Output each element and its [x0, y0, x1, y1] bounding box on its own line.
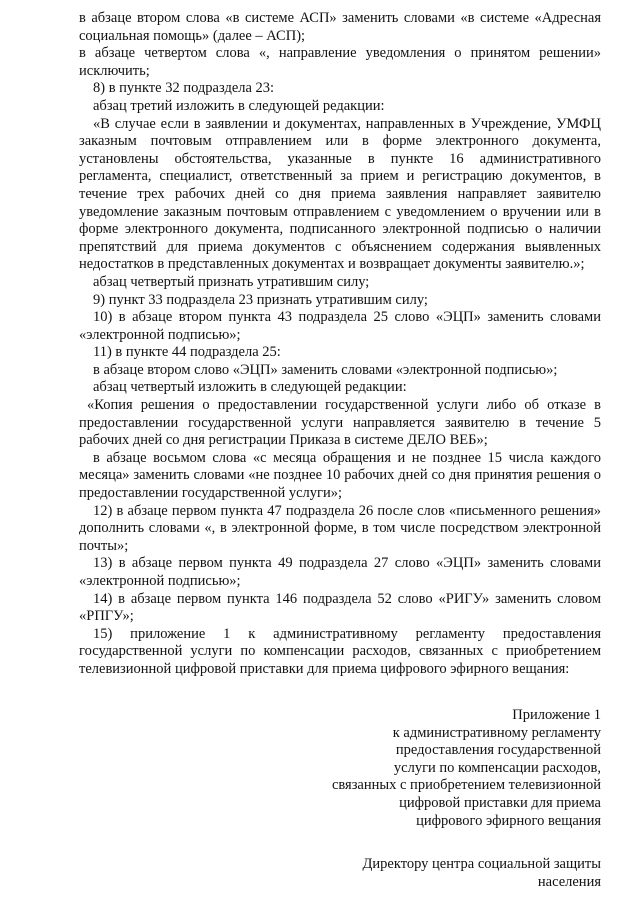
- paragraph-12: «Копия решения о предоставлении государственной услуги либо об отказе в предоставлении государственной услуги направляется заявителю в течение 5 рабочих дней со дня регистрации Приказа в системе ДЕЛО ВЕБ»;: [79, 397, 601, 449]
- document-body: [79, 10, 601, 679]
- paragraph-5: «В случае если в заявлении и документах, направленных в Учреждение, УМФЦ заказным почтовым отправлением или в форме электронного документа, установлены обстоятельства, указанные в пункте 16 административного регламента, специалист, ответственный за прием и регистрацию документов, в течение трех рабочих дней со дня приема заявления направляет заявителю уведомление заказным почтовым отправлением с уведомлением о вручении или в форме электронного документа, подписанного электронной подписью о наличии препятствий для приема документов с объяснением содержания выявленных недостатков в представленных документах и возвращает документы заявителю.»;: [79, 115, 601, 273]
- spacer: [281, 830, 601, 856]
- paragraph-14: 12) в абзаце первом пункта 47 подраздела 26 после слов «письменного решения» дополнить словами «, в электронной форме, в том числе посредством электронной почты»;: [79, 502, 601, 554]
- paragraph-10: в абзаце втором слово «ЭЦП» заменить словами «электронной подписью»;: [93, 361, 558, 378]
- appendix-line: предоставления государственной: [395, 742, 601, 759]
- appendix-line: цифрового эфирного вещания: [416, 812, 601, 829]
- paragraph-15: 13) в абзаце первом пункта 49 подраздела 27 слово «ЭЦП» заменить словами «электронной подписью»;: [79, 555, 601, 589]
- paragraph-9: 11) в пункте 44 подраздела 25:: [93, 344, 281, 361]
- paragraph-1: в абзаце втором слова «в системе АСП» заменить словами «в системе «Адресная социальная помощь» (далее – АСП);: [79, 10, 601, 44]
- paragraph-7: 9) пункт 33 подраздела 23 признать утратившим силу;: [93, 291, 428, 308]
- appendix-line: цифровой приставки для приема: [399, 794, 601, 811]
- paragraph-16: 14) в абзаце первом пункта 146 подраздела 52 слово «РИГУ» заменить словом «РПГУ»;: [79, 590, 601, 625]
- appendix-line: услуги по компенсации расходов,: [393, 759, 601, 776]
- paragraph-3: 8) в пункте 32 подраздела 23:: [93, 80, 275, 97]
- paragraph-6: абзац четвертый признать утратившим силу;: [93, 273, 370, 290]
- appendix-title: Приложение 1: [512, 707, 601, 723]
- appendix-line: к административному регламенту: [392, 724, 601, 741]
- appendix-line: связанных с приобретением телевизионной: [331, 777, 601, 794]
- addressee-line: Директору центра социальной защиты: [362, 856, 601, 873]
- paragraph-17: 15) приложение 1 к административному регламенту предоставления государственной услуги по компенсации расходов, связанных с приобретением телевизионной цифровой приставки для приема цифрового эфирного вещания:: [79, 625, 601, 677]
- paragraph-4: абзац третий изложить в следующей редакции:: [93, 97, 385, 114]
- addressee-line: населения: [537, 873, 601, 890]
- paragraph-11: абзац четвертый изложить в следующей редакции:: [93, 379, 407, 396]
- paragraph-13: в абзаце восьмом слова «с месяца обращения и не позднее 15 числа каждого месяца» заменить словами «не позднее 10 рабочих дней со дня принятия решения о предоставлении государственной услуги»;: [79, 449, 601, 502]
- paragraph-2: в абзаце четвертом слова «, направление уведомления о принятом решении» исключить;: [79, 45, 601, 79]
- appendix-header: [281, 707, 601, 891]
- paragraph-8: 10) в абзаце втором пункта 43 подраздела 25 слово «ЭЦП» заменить словами «электронной подписью»;: [79, 309, 601, 343]
